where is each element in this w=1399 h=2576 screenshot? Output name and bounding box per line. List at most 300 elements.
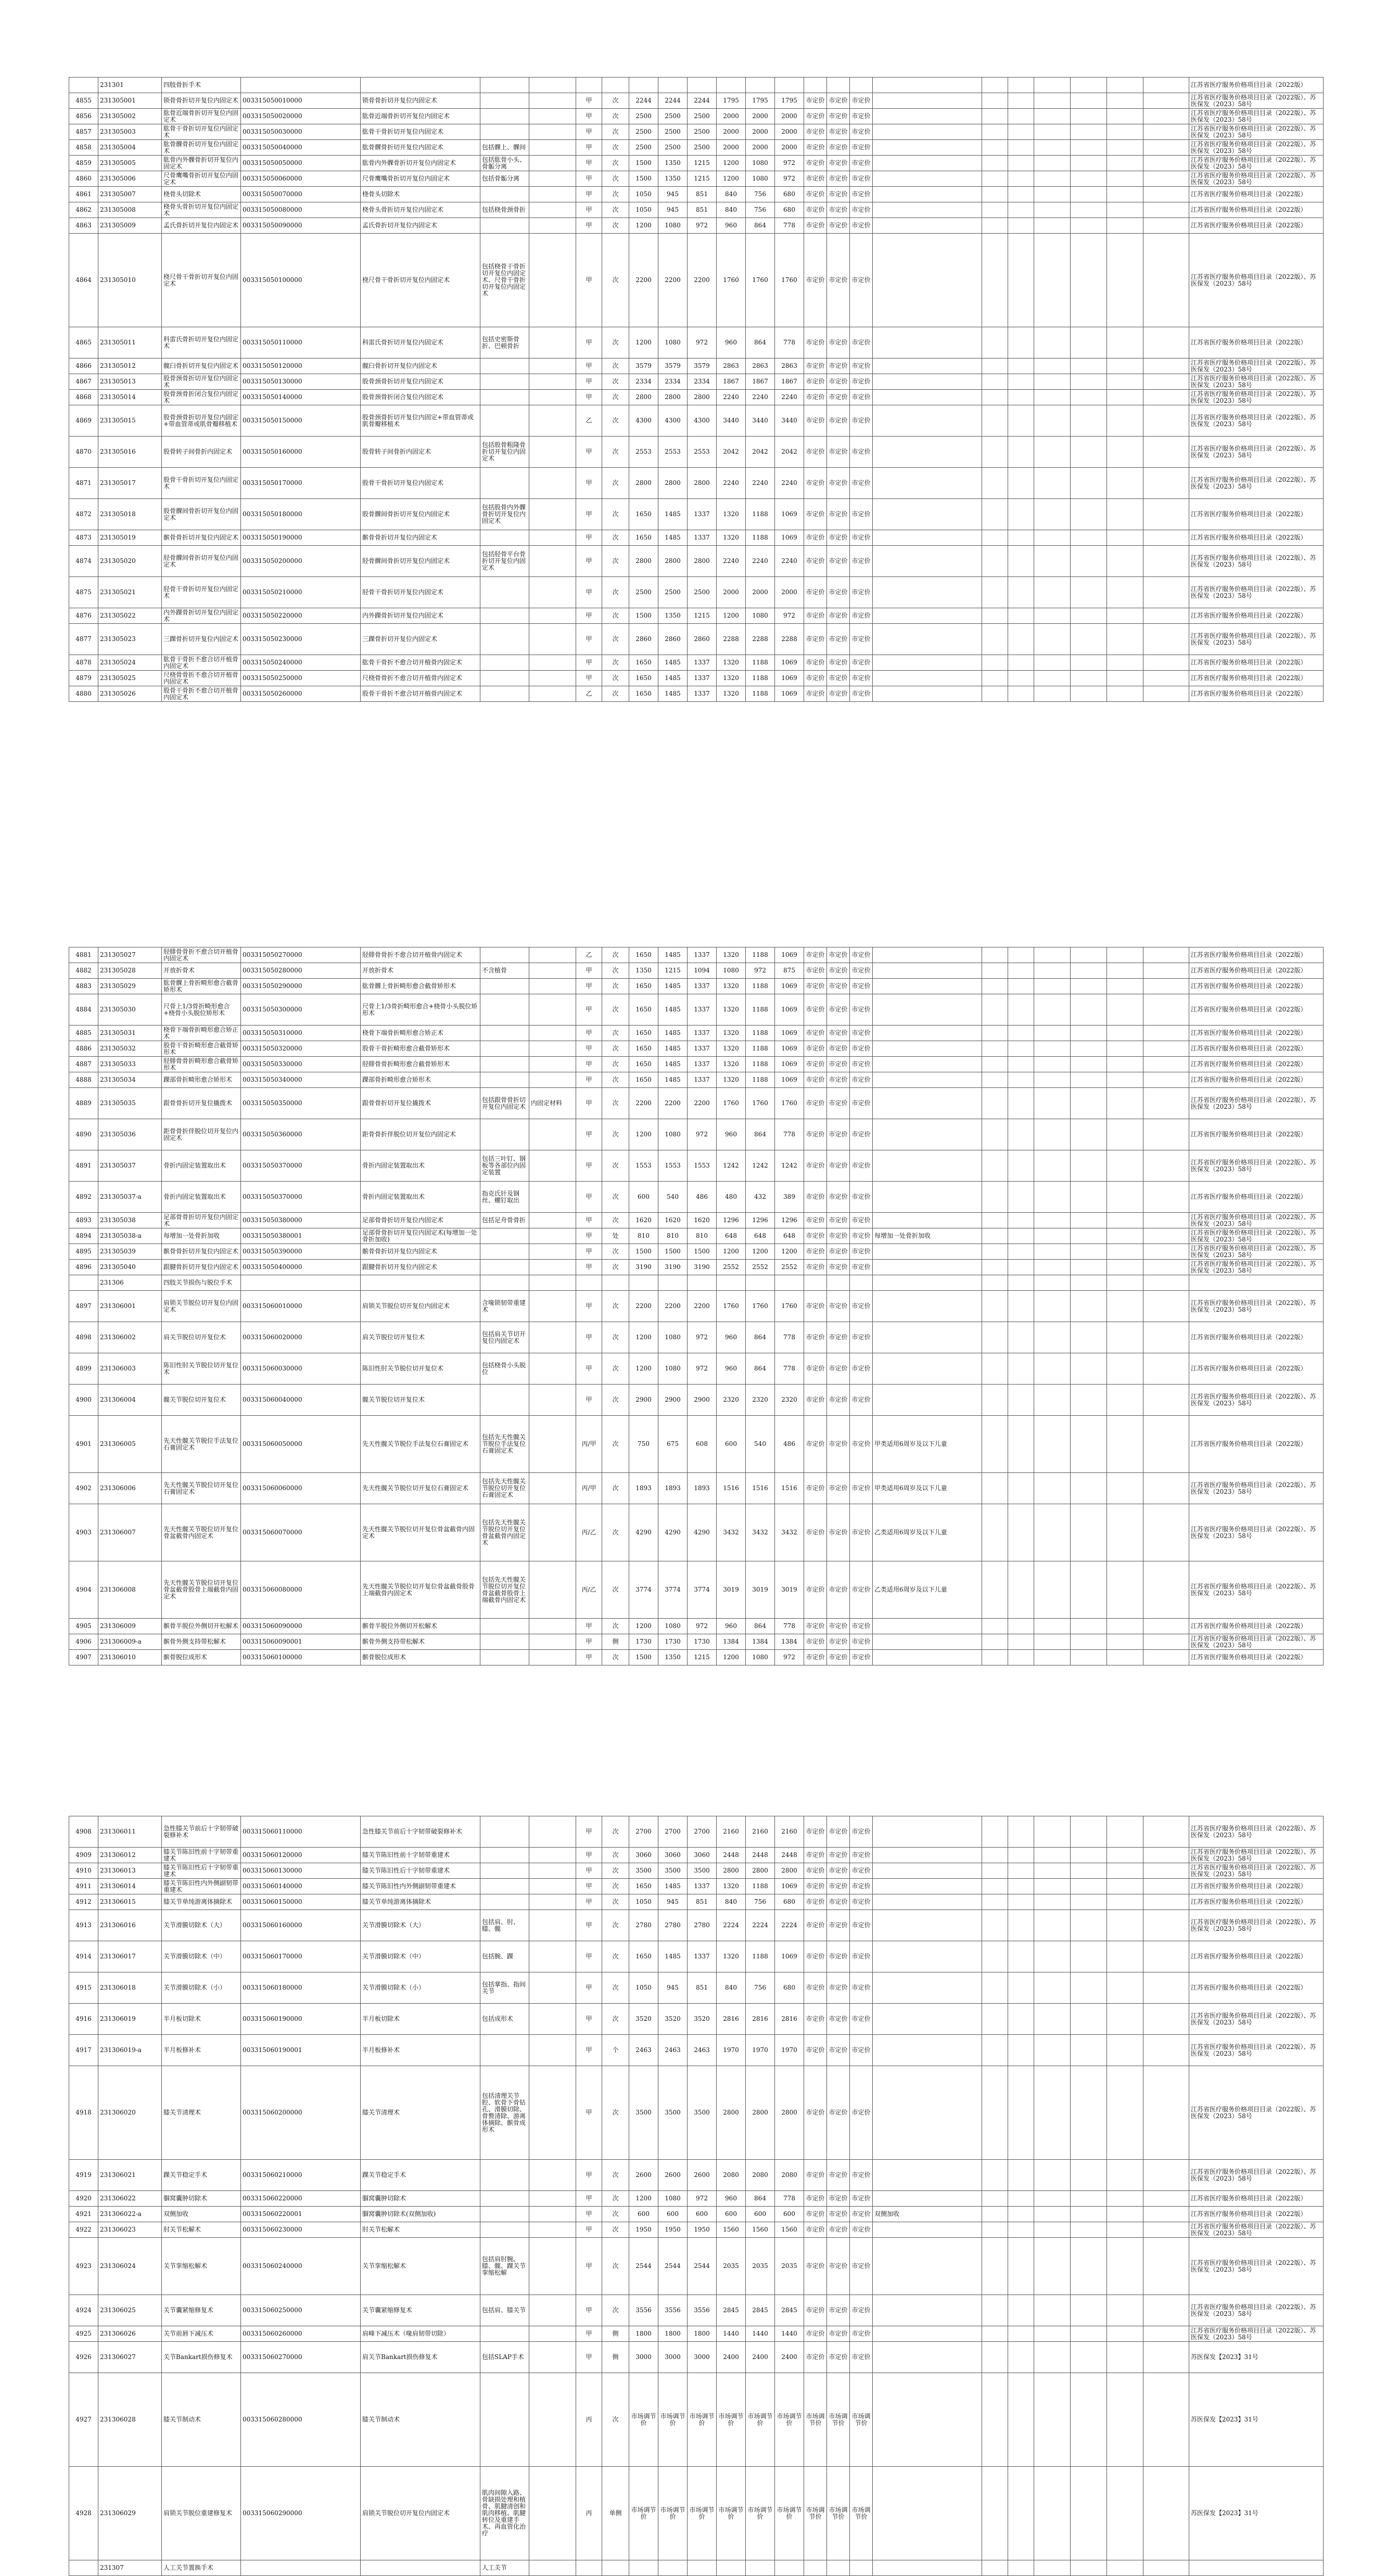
table-cell-extra <box>529 234 576 327</box>
table-cell-e3 <box>1034 671 1071 686</box>
table-cell-doc: 江苏省医疗服务价格项目目录（2022版） <box>1189 979 1324 994</box>
table-cell-p6: 1069 <box>775 1879 804 1894</box>
table-cell-p2: 1485 <box>658 947 688 963</box>
table-cell-m2: 市定价 <box>827 2326 850 2342</box>
table-cell-grade: 甲 <box>576 1228 602 1244</box>
table-cell-p3: 851 <box>688 1972 717 2004</box>
table-cell-e5 <box>1107 1119 1143 1150</box>
table-cell-name: 肱骨干骨折切开复位内固定术 <box>162 124 241 140</box>
table-cell-p2: 2700 <box>658 1816 688 1848</box>
table-cell-e4 <box>1071 499 1107 530</box>
table-cell-note <box>873 624 982 655</box>
table-cell-p1: 2800 <box>629 468 658 499</box>
table-cell-p1: 1620 <box>629 1213 658 1228</box>
table-cell-other <box>480 947 529 963</box>
table-cell-extra <box>529 1972 576 2004</box>
table-cell-e4 <box>1071 1119 1107 1150</box>
table-cell-e1 <box>982 1634 1008 1650</box>
table-cell-extra <box>529 2066 576 2160</box>
table-cell-m2: 市定价 <box>827 124 850 140</box>
table-cell-grade: 甲 <box>576 1972 602 2004</box>
table-cell-p1: 1553 <box>629 1150 658 1182</box>
table-row <box>69 468 1324 499</box>
table-cell-m1: 市定价 <box>804 994 827 1026</box>
table-cell-p1: 1500 <box>629 1244 658 1260</box>
table-cell-e4 <box>1071 1504 1107 1561</box>
table-cell-e4 <box>1071 374 1107 390</box>
table-cell-p1: 1650 <box>629 979 658 994</box>
table-cell-extra <box>529 202 576 218</box>
table-cell-e4 <box>1071 2342 1107 2373</box>
table-cell-extra <box>529 1026 576 1041</box>
table-row <box>69 577 1324 608</box>
table-cell-e6 <box>1143 499 1189 530</box>
table-cell-grade: 甲 <box>576 2238 602 2295</box>
table-cell-extra: 内固定材料 <box>529 1088 576 1119</box>
table-cell-code2: 003315050290000 <box>241 979 361 994</box>
table-cell-doc: 江苏省医疗服务价格项目目录（2022版） <box>1189 1941 1324 1972</box>
table-cell-doc: 江苏省医疗服务价格项目目录（2022版）、苏医保发（2023）58号 <box>1189 2066 1324 2160</box>
table-cell-e2 <box>1008 2191 1034 2207</box>
table-cell-m1: 市定价 <box>804 1353 827 1385</box>
table-cell-p1: 1650 <box>629 1879 658 1894</box>
table-cell-content: 关节滑膜切除术（大） <box>361 1910 480 1941</box>
table-cell-p3: 1094 <box>688 963 717 979</box>
table-cell-m2 <box>827 78 850 93</box>
table-cell-e4 <box>1071 171 1107 187</box>
table-cell-name: 锁骨骨折切开复位内固定术 <box>162 93 241 109</box>
table-cell-extra <box>529 2295 576 2326</box>
table-cell-p2: 2800 <box>658 390 688 405</box>
table-cell-extra <box>529 124 576 140</box>
table-cell-other <box>480 1244 529 1260</box>
table-cell-extra <box>529 1619 576 1634</box>
table-cell-p6: 778 <box>775 1322 804 1353</box>
table-cell-m1: 市定价 <box>804 234 827 327</box>
table-cell-p4: 1760 <box>717 234 746 327</box>
table-cell-e4 <box>1071 1228 1107 1244</box>
table-cell-code: 231306015 <box>98 1894 162 1910</box>
table-cell-e2 <box>1008 1353 1034 1385</box>
table-cell-p6: 778 <box>775 327 804 358</box>
table-cell-p2: 1080 <box>658 1619 688 1634</box>
table-cell-m2: 市定价 <box>827 624 850 655</box>
table-cell-seq: 4903 <box>69 1504 98 1561</box>
table-cell-doc: 江苏省医疗服务价格项目目录（2022版）、苏医保发（2023）58号 <box>1189 390 1324 405</box>
table-cell-extra <box>529 1879 576 1894</box>
table-cell-p5: 1188 <box>746 994 775 1026</box>
table-cell-extra <box>529 1057 576 1072</box>
table-cell-p2: 1350 <box>658 608 688 624</box>
table-cell-code: 231306013 <box>98 1863 162 1879</box>
table-cell-p1: 1200 <box>629 1322 658 1353</box>
table-cell-other: 包括桡骨小头脱位 <box>480 1353 529 1385</box>
table-cell-p2: 1350 <box>658 156 688 171</box>
table-cell-e2 <box>1008 1260 1034 1275</box>
table-cell-m2: 市定价 <box>827 1504 850 1561</box>
table-cell-e3 <box>1034 468 1071 499</box>
table-cell-note <box>873 1182 982 1213</box>
table-cell-e1 <box>982 686 1008 702</box>
table-cell-unit: 次 <box>602 671 629 686</box>
table-cell-e4 <box>1071 327 1107 358</box>
table-cell-grade: 甲 <box>576 2207 602 2222</box>
table-cell-e6 <box>1143 2222 1189 2238</box>
table-cell-doc: 江苏省医疗服务价格项目目录（2022版） <box>1189 1322 1324 1353</box>
table-cell-e5 <box>1107 2467 1143 2560</box>
table-cell-note <box>873 686 982 702</box>
table-cell-name: 踝部骨折畸形愈合矫形术 <box>162 1072 241 1088</box>
table-cell-m3 <box>850 1275 873 1291</box>
table-cell-code: 231305015 <box>98 405 162 437</box>
table-cell-m1: 市定价 <box>804 655 827 671</box>
table-cell-m1: 市定价 <box>804 1244 827 1260</box>
table-cell-other <box>480 2326 529 2342</box>
table-cell-grade: 甲 <box>576 1650 602 1665</box>
table-cell-m1: 市定价 <box>804 2326 827 2342</box>
table-cell-e6 <box>1143 1353 1189 1385</box>
table-cell-doc: 江苏省医疗服务价格项目目录（2022版） <box>1189 671 1324 686</box>
table-cell-content: 肩关节脱位切开复位术 <box>361 1322 480 1353</box>
table-cell-content <box>361 1275 480 1291</box>
table-cell-code: 231306016 <box>98 1910 162 1941</box>
table-cell-unit: 次 <box>602 124 629 140</box>
table-cell-note <box>873 374 982 390</box>
table-cell-p3: 972 <box>688 2191 717 2207</box>
table-cell-p6: 2400 <box>775 2342 804 2373</box>
table-cell-m2: 市定价 <box>827 979 850 994</box>
table-cell-other <box>480 2373 529 2467</box>
table-cell-p6: 1069 <box>775 671 804 686</box>
table-cell-m1: 市定价 <box>804 2238 827 2295</box>
table-cell-e5 <box>1107 1322 1143 1353</box>
table-cell-note <box>873 2467 982 2560</box>
table-cell-code2: 003315060130000 <box>241 1863 361 1879</box>
table-cell-p5 <box>746 78 775 93</box>
table-cell-e5 <box>1107 655 1143 671</box>
table-cell-code2: 003315050330000 <box>241 1057 361 1072</box>
table-cell-name: 尺桡骨骨折不愈合切开植骨内固定术 <box>162 671 241 686</box>
table-cell-e6 <box>1143 1072 1189 1088</box>
table-cell-p4: 2552 <box>717 1260 746 1275</box>
table-cell-p4: 1320 <box>717 1041 746 1057</box>
table-cell-e5 <box>1107 2207 1143 2222</box>
table-cell-p6: 2845 <box>775 2295 804 2326</box>
table-cell-m2: 市定价 <box>827 1894 850 1910</box>
table-cell-name: 足部骨骨折切开复位内固定术 <box>162 1213 241 1228</box>
table-cell-other: 指克氏针及钢丝、螺钉取出 <box>480 1182 529 1213</box>
table-cell-content: 肘关节松解术 <box>361 2222 480 2238</box>
table-cell-seq: 4884 <box>69 994 98 1026</box>
table-cell-name: 双侧加收 <box>162 2207 241 2222</box>
table-cell-m3: 市定价 <box>850 374 873 390</box>
table-cell-m3: 市定价 <box>850 234 873 327</box>
table-cell-unit: 次 <box>602 1561 629 1619</box>
table-cell-p1: 3556 <box>629 2295 658 2326</box>
table-cell-e4 <box>1071 671 1107 686</box>
table-cell-e4 <box>1071 1894 1107 1910</box>
table-cell-extra <box>529 2373 576 2467</box>
table-cell-e6 <box>1143 577 1189 608</box>
table-cell-unit: 次 <box>602 947 629 963</box>
table-cell-m2: 市定价 <box>827 1941 850 1972</box>
table-cell-other: 包括肩、膝关节 <box>480 2295 529 2326</box>
table-cell-e5 <box>1107 499 1143 530</box>
table-cell-doc: 江苏省医疗服务价格项目目录（2022版）、苏医保发（2023）58号 <box>1189 2004 1324 2035</box>
table-cell-m3: 市定价 <box>850 979 873 994</box>
table-cell-e1 <box>982 546 1008 577</box>
table-cell-p2: 3500 <box>658 2066 688 2160</box>
table-cell-m1: 市定价 <box>804 390 827 405</box>
table-row <box>69 2207 1324 2222</box>
table-cell-e4 <box>1071 577 1107 608</box>
table-cell-p5: 1188 <box>746 1026 775 1041</box>
table-cell-p5: 1760 <box>746 1088 775 1119</box>
table-cell-p3: 1215 <box>688 1650 717 1665</box>
table-cell-p2: 2800 <box>658 468 688 499</box>
table-cell-name: 开放折骨术 <box>162 963 241 979</box>
table-cell-other <box>480 358 529 374</box>
table-cell-content: 桡尺骨干骨折切开复位内固定术 <box>361 234 480 327</box>
table-cell-seq: 4905 <box>69 1619 98 1634</box>
table-cell-m1: 市定价 <box>804 530 827 546</box>
table-cell-unit: 次 <box>602 655 629 671</box>
table-cell-note <box>873 156 982 171</box>
table-cell-note <box>873 1041 982 1057</box>
table-cell-e3 <box>1034 1088 1071 1119</box>
table-cell-m3: 市定价 <box>850 327 873 358</box>
table-cell-note <box>873 202 982 218</box>
table-cell-other: 包括肩、肘、膝、髋 <box>480 1910 529 1941</box>
table-cell-e3 <box>1034 1910 1071 1941</box>
table-cell-note <box>873 994 982 1026</box>
table-cell-e1 <box>982 234 1008 327</box>
table-cell-content: 骨折内固定装置取出术 <box>361 1182 480 1213</box>
table-cell-e4 <box>1071 468 1107 499</box>
table-cell-p4: 840 <box>717 1972 746 2004</box>
table-cell-e1 <box>982 1473 1008 1504</box>
table-cell-p4: 3440 <box>717 405 746 437</box>
table-cell-other: 包括肱骨小头、骨骺分离 <box>480 156 529 171</box>
table-cell-m2: 市定价 <box>827 1879 850 1894</box>
table-cell-e4 <box>1071 1322 1107 1353</box>
table-cell-content: 踝部骨折畸形愈合矫形术 <box>361 1072 480 1088</box>
table-cell-e3 <box>1034 1291 1071 1322</box>
table-cell-p6: 2035 <box>775 2238 804 2295</box>
table-cell-e3 <box>1034 994 1071 1026</box>
table-cell-p5: 1188 <box>746 499 775 530</box>
table-cell-m1: 市定价 <box>804 1182 827 1213</box>
table-cell-e2 <box>1008 390 1034 405</box>
table-cell-m1: 市定价 <box>804 1416 827 1473</box>
table-cell-e6 <box>1143 1385 1189 1416</box>
table-cell-m1: 市定价 <box>804 437 827 468</box>
table-cell-content: 髌骨骨折切开复位内固定术 <box>361 530 480 546</box>
table-row <box>69 234 1324 327</box>
table-cell-e1 <box>982 499 1008 530</box>
table-cell-p4: 1867 <box>717 374 746 390</box>
table-cell-e5 <box>1107 140 1143 156</box>
table-cell-doc <box>1189 2560 1324 2576</box>
table-cell-note <box>873 655 982 671</box>
table-cell-e6 <box>1143 1275 1189 1291</box>
table-cell-e6 <box>1143 2238 1189 2295</box>
table-cell-p3: 2500 <box>688 124 717 140</box>
table-cell-grade: 甲 <box>576 1213 602 1228</box>
table-cell-other <box>480 1894 529 1910</box>
table-cell-e6 <box>1143 2191 1189 2207</box>
table-cell-p6: 1069 <box>775 1057 804 1072</box>
table-cell-e5 <box>1107 218 1143 234</box>
table-cell-note <box>873 1879 982 1894</box>
table-cell-p4: 648 <box>717 1228 746 1244</box>
table-cell-name: 先天性髋关节脱位切开复位石膏固定术 <box>162 1473 241 1504</box>
table-cell-code: 231305033 <box>98 1057 162 1072</box>
table-cell-e5 <box>1107 234 1143 327</box>
table-cell-e3 <box>1034 2191 1071 2207</box>
table-cell-p5: 1080 <box>746 171 775 187</box>
table-cell-m3: 市定价 <box>850 624 873 655</box>
table-cell-p5: 1188 <box>746 530 775 546</box>
table-cell-p1: 1200 <box>629 1353 658 1385</box>
table-cell-m1: 市定价 <box>804 1260 827 1275</box>
table-cell-p5: 1188 <box>746 1057 775 1072</box>
table-cell-unit: 次 <box>602 1863 629 1879</box>
table-cell-code2: 003315050050000 <box>241 156 361 171</box>
table-cell-m3: 市定价 <box>850 1879 873 1894</box>
table-cell-m2: 市定价 <box>827 2035 850 2066</box>
table-cell-seq: 4863 <box>69 218 98 234</box>
table-cell-e1 <box>982 1416 1008 1473</box>
table-cell-p3: 2780 <box>688 1910 717 1941</box>
table-cell-extra <box>529 1353 576 1385</box>
table-cell-p3: 3500 <box>688 1863 717 1879</box>
table-cell-name: 关节滑膜切除术（大） <box>162 1910 241 1941</box>
table-cell-unit: 次 <box>602 686 629 702</box>
table-cell-other: 包括肩关节切开复位内固定术 <box>480 1322 529 1353</box>
table-cell-p5: 3440 <box>746 405 775 437</box>
table-cell-name: 孟氏骨折切开复位内固定术 <box>162 218 241 234</box>
table-cell-p6: 1069 <box>775 947 804 963</box>
table-cell-m2: 市定价 <box>827 1322 850 1353</box>
table-cell-content: 髌骨外侧支持带松解术 <box>361 1634 480 1650</box>
table-row <box>69 93 1324 109</box>
table-cell-e5 <box>1107 1057 1143 1072</box>
table-cell-m3: 市定价 <box>850 2295 873 2326</box>
table-cell-doc: 江苏省医疗服务价格项目目录（2022版）、苏医保发（2023）58号 <box>1189 624 1324 655</box>
table-cell-e4 <box>1071 124 1107 140</box>
table-cell-p2: 2500 <box>658 109 688 124</box>
table-cell-e2 <box>1008 530 1034 546</box>
table-cell-m2: 市定价 <box>827 530 850 546</box>
table-cell-doc: 江苏省医疗服务价格项目目录（2022版）、苏医保发（2023）58号 <box>1189 1244 1324 1260</box>
table-cell-extra <box>529 437 576 468</box>
table-cell-p4: 2160 <box>717 1816 746 1848</box>
table-cell-e1 <box>982 1816 1008 1848</box>
table-cell-p3: 1337 <box>688 530 717 546</box>
table-cell-grade: 甲 <box>576 1879 602 1894</box>
table-cell-p6: 680 <box>775 202 804 218</box>
table-cell-name: 骨折内固定装置取出术 <box>162 1150 241 1182</box>
table-cell-doc: 江苏省医疗服务价格项目目录（2022版） <box>1189 78 1324 93</box>
price-table <box>69 947 1324 1665</box>
table-cell-m2: 市定价 <box>827 499 850 530</box>
table-cell-e5 <box>1107 1291 1143 1322</box>
table-cell-e6 <box>1143 1816 1189 1848</box>
table-cell-name: 四肢关节损伤与脱位手术 <box>162 1275 241 1291</box>
table-cell-doc: 江苏省医疗服务价格项目目录（2022版）、苏医保发（2023）58号 <box>1189 1260 1324 1275</box>
table-cell-m3: 市定价 <box>850 1650 873 1665</box>
table-cell-m2: 市定价 <box>827 202 850 218</box>
table-cell-e2 <box>1008 437 1034 468</box>
table-cell-m1: 市定价 <box>804 1504 827 1561</box>
table-cell-m1: 市定价 <box>804 1619 827 1634</box>
table-cell-p2: 1730 <box>658 1634 688 1650</box>
table-cell-grade: 甲 <box>576 156 602 171</box>
table-cell-e5 <box>1107 2160 1143 2191</box>
table-cell-p3: 3500 <box>688 2066 717 2160</box>
table-cell-unit: 次 <box>602 1026 629 1041</box>
table-cell-note <box>873 608 982 624</box>
table-cell-e4 <box>1071 1244 1107 1260</box>
table-cell-name: 髌骨骨折切开复位内固定术 <box>162 530 241 546</box>
table-cell-unit: 侧 <box>602 1634 629 1650</box>
table-cell-seq: 4871 <box>69 468 98 499</box>
table-row <box>69 671 1324 686</box>
table-cell-m3: 市定价 <box>850 686 873 702</box>
table-cell-name: 股骨髁间骨折切开复位内固定术 <box>162 499 241 530</box>
table-cell-e3 <box>1034 2160 1071 2191</box>
table-cell-e2 <box>1008 234 1034 327</box>
table-cell-m2: 市定价 <box>827 1228 850 1244</box>
table-cell-p5: 864 <box>746 1322 775 1353</box>
table-cell-m2: 市定价 <box>827 2222 850 2238</box>
table-cell-name: 胫骨干骨折切开复位内固定术 <box>162 577 241 608</box>
table-cell-name: 股骨颈骨折切开复位内固定术 <box>162 374 241 390</box>
table-cell-seq: 4898 <box>69 1322 98 1353</box>
table-cell-m3: 市定价 <box>850 1634 873 1650</box>
table-cell-e6 <box>1143 530 1189 546</box>
table-cell-code: 231305038 <box>98 1213 162 1228</box>
table-cell-e2 <box>1008 2160 1034 2191</box>
table-cell-m3: 市定价 <box>850 2066 873 2160</box>
table-cell-p4: 960 <box>717 1619 746 1634</box>
table-cell-code2: 003315060100000 <box>241 1650 361 1665</box>
table-cell-other: 包括桡骨颈骨折 <box>480 202 529 218</box>
table-cell-other: 肌肉间隙入路、骨缺损处理和植骨、肌腱清创和肌肉移植、肌腱转位及重建手术、再血管化治疗 <box>480 2467 529 2560</box>
table-cell-e4 <box>1071 218 1107 234</box>
table-cell-doc: 江苏省医疗服务价格项目目录（2022版） <box>1189 187 1324 202</box>
table-cell-name: 髌骨脱位成形术 <box>162 1650 241 1665</box>
table-cell-name: 股骨干骨折不愈合切开植骨内固定术 <box>162 686 241 702</box>
table-cell-grade: 甲 <box>576 499 602 530</box>
table-cell-m2: 市定价 <box>827 1026 850 1041</box>
table-cell-p5: 1080 <box>746 608 775 624</box>
table-cell-doc: 江苏省医疗服务价格项目目录（2022版） <box>1189 1119 1324 1150</box>
table-cell-p4: 2240 <box>717 390 746 405</box>
table-cell-doc: 江苏省医疗服务价格项目目录（2022版） <box>1189 1041 1324 1057</box>
table-cell-e5 <box>1107 2560 1143 2576</box>
table-cell-m3: 市定价 <box>850 390 873 405</box>
table-cell-p2: 1485 <box>658 499 688 530</box>
table-cell-note: 甲类适用6周岁及以下儿童 <box>873 1473 982 1504</box>
table-cell-e2 <box>1008 1619 1034 1634</box>
table-cell-content: 足部骨骨折切开复位内固定术 <box>361 1213 480 1228</box>
table-cell-p4: 1200 <box>717 608 746 624</box>
table-cell-m3: 市定价 <box>850 468 873 499</box>
table-cell-e3 <box>1034 947 1071 963</box>
table-cell-e5 <box>1107 546 1143 577</box>
